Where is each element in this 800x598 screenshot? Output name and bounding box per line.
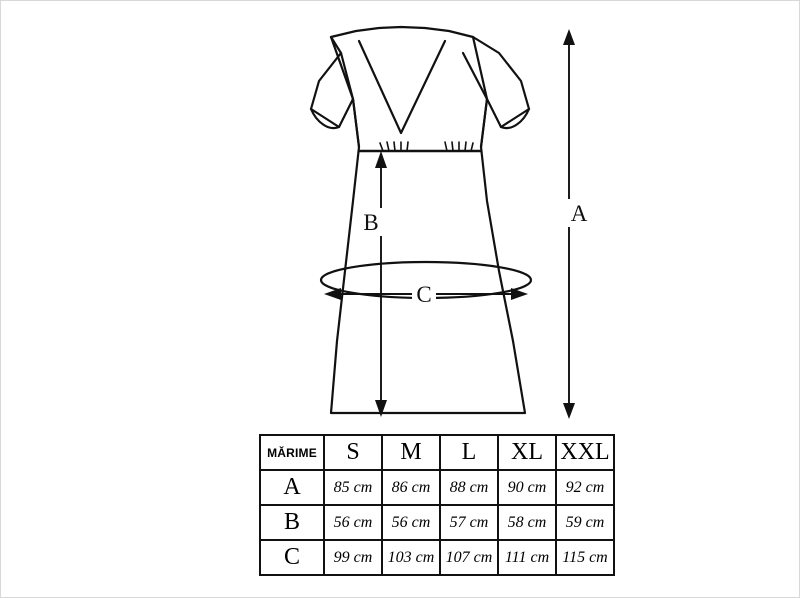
cell-c-xxl: 115 cm — [556, 540, 614, 575]
cell-b-s: 56 cm — [324, 505, 382, 540]
header-size-m: M — [382, 435, 440, 470]
cell-c-xl: 111 cm — [498, 540, 556, 575]
dimension-label-a: A — [570, 201, 588, 226]
cell-c-m: 103 cm — [382, 540, 440, 575]
cell-b-l: 57 cm — [440, 505, 498, 540]
cell-a-m: 86 cm — [382, 470, 440, 505]
cell-c-l: 107 cm — [440, 540, 498, 575]
cell-b-xl: 58 cm — [498, 505, 556, 540]
cell-a-l: 88 cm — [440, 470, 498, 505]
cell-b-m: 56 cm — [382, 505, 440, 540]
cell-a-s: 85 cm — [324, 470, 382, 505]
cell-b-xxl: 59 cm — [556, 505, 614, 540]
table-row-header — [260, 435, 614, 470]
header-measure-label: MĂRIME — [260, 435, 324, 470]
size-chart-table — [259, 434, 615, 576]
header-size-xl: XL — [498, 435, 556, 470]
header-size-s: S — [324, 435, 382, 470]
row-label-b: B — [260, 505, 324, 540]
header-size-l: L — [440, 435, 498, 470]
header-size-xxl: XXL — [556, 435, 614, 470]
cell-c-s: 99 cm — [324, 540, 382, 575]
row-label-c: C — [260, 540, 324, 575]
table-row — [260, 470, 614, 505]
table-row — [260, 540, 614, 575]
dimension-label-c: C — [416, 282, 432, 307]
row-label-a: A — [260, 470, 324, 505]
table-row — [260, 505, 614, 540]
cell-a-xl: 90 cm — [498, 470, 556, 505]
dimension-label-b: B — [363, 210, 379, 235]
cell-a-xxl: 92 cm — [556, 470, 614, 505]
